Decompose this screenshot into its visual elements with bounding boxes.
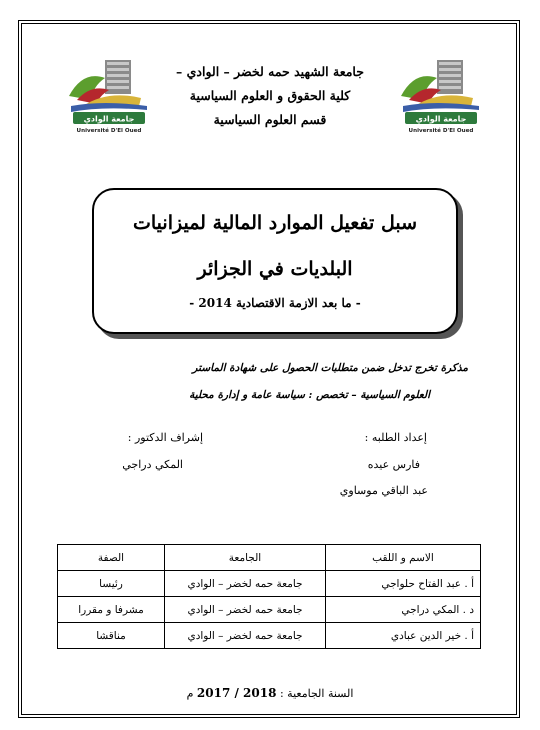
institution-header	[150, 60, 390, 132]
member-name: د . المكي دراجي	[326, 597, 481, 623]
supervisor-label: إشراف الدكتور :	[127, 431, 203, 444]
academic-year-label: السنة الجامعية :	[279, 687, 354, 700]
table-row	[58, 597, 481, 623]
logo-arabic-text: جامعة الوادي	[83, 114, 135, 124]
table-row	[58, 623, 481, 649]
logo-latin-text: Université D'El Oued	[76, 128, 142, 134]
table-row	[58, 571, 481, 597]
logo-arabic-text: جامعة الوادي	[415, 114, 467, 124]
header-name: الاسم و اللقب	[326, 545, 481, 571]
member-name: أ . خير الدين عبادي	[326, 623, 481, 649]
member-role: رئيسا	[58, 571, 165, 597]
academic-year	[0, 686, 540, 700]
university-logo-icon	[63, 56, 153, 136]
committee-header-row	[58, 545, 481, 571]
department-name: قسم العلوم السياسية	[213, 112, 327, 127]
university-name: جامعة الشهيد حمه لخضر – الوادي –	[176, 64, 364, 79]
prepared-by-label: إعداد الطلبه :	[364, 431, 427, 444]
member-university: جامعة حمه لخضر – الوادي	[165, 571, 326, 597]
supervisor-name: المكي دراجي	[122, 458, 183, 471]
memo-specialty-line: العلوم السياسية – تخصص : سياسة عامة و إدارة محلية	[189, 389, 430, 401]
member-university: جامعة حمه لخضر – الوادي	[165, 597, 326, 623]
member-university: جامعة حمه لخضر – الوادي	[165, 623, 326, 649]
university-logo-left	[63, 56, 153, 136]
university-logo-right	[395, 56, 485, 136]
member-role: مناقشا	[58, 623, 165, 649]
memo-degree-line: مذكرة تخرج تدخل ضمن متطلبات الحصول على شهادة الماستر	[192, 362, 468, 374]
committee-table	[57, 544, 481, 649]
logo-latin-text: Université D'El Oued	[408, 128, 474, 134]
university-logo-icon	[395, 56, 485, 136]
header-university: الجامعة	[165, 545, 326, 571]
academic-year-value: 2017 / 2018	[196, 686, 277, 700]
thesis-title-line-2: البلديات في الجزائر	[197, 258, 353, 280]
faculty-name: كلية الحقوق و العلوم السياسية	[189, 88, 351, 103]
thesis-title-box	[92, 188, 458, 334]
member-role: مشرفا و مقررا	[58, 597, 165, 623]
thesis-title-line-1: سبل تفعيل الموارد المالية لميزانيات	[133, 212, 417, 234]
member-name: أ . عبد الفتاح حلواجي	[326, 571, 481, 597]
academic-year-suffix: م	[186, 687, 194, 700]
student-name: عبد الباقي موساوي	[339, 484, 428, 497]
header-role: الصفة	[58, 545, 165, 571]
thesis-subtitle: - ما بعد الازمة الاقتصادية 2014 -	[189, 296, 361, 310]
student-name: فارس عيده	[367, 458, 420, 471]
